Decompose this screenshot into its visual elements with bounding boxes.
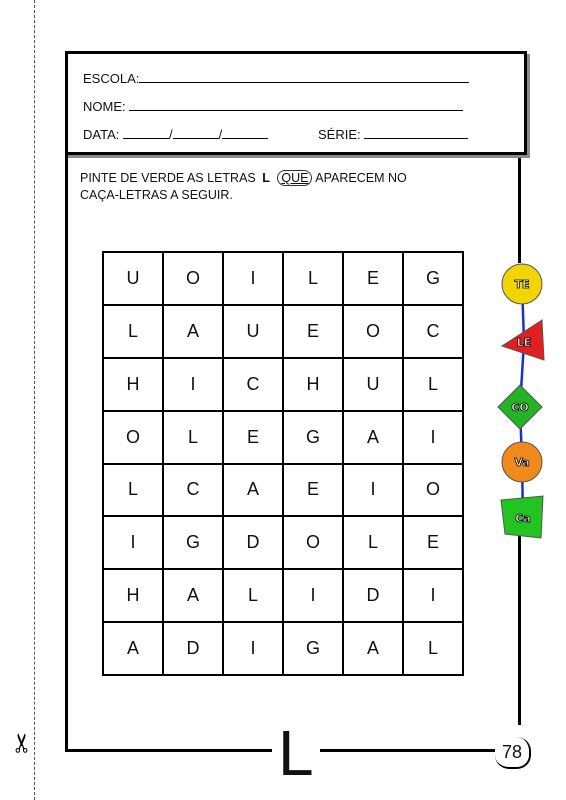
grid-cell[interactable]: H bbox=[103, 358, 163, 411]
big-letter: L bbox=[272, 725, 320, 781]
badge-text: CO bbox=[511, 401, 529, 414]
scissors-icon: ✂ bbox=[7, 732, 38, 754]
target-letter: L bbox=[262, 171, 270, 185]
grid-cell[interactable]: O bbox=[103, 411, 163, 464]
grid-cell[interactable]: A bbox=[163, 305, 223, 358]
escola-row bbox=[83, 69, 469, 87]
data-label: DATA: bbox=[83, 127, 120, 142]
grid-cell[interactable]: I bbox=[403, 569, 463, 622]
syllable-badge bbox=[498, 385, 542, 429]
grid-cell[interactable]: G bbox=[163, 516, 223, 569]
page-frame-right-lower bbox=[518, 525, 521, 725]
grid-cell[interactable]: O bbox=[163, 252, 223, 305]
grid-cell[interactable]: D bbox=[223, 516, 283, 569]
nome-row bbox=[83, 97, 463, 115]
grid-cell[interactable]: H bbox=[103, 569, 163, 622]
grid-cell[interactable]: O bbox=[343, 305, 403, 358]
grid-cell[interactable]: A bbox=[163, 569, 223, 622]
instruction-part1: PINTE DE VERDE AS LETRAS bbox=[80, 171, 256, 185]
badge-text: Va bbox=[514, 456, 530, 469]
que-cloud: QUE bbox=[277, 170, 312, 186]
grid-cell[interactable]: I bbox=[283, 569, 343, 622]
grid-cell[interactable]: E bbox=[403, 516, 463, 569]
syllable-badge-chain bbox=[490, 262, 552, 552]
grid-cell[interactable]: L bbox=[163, 411, 223, 464]
syllable-badge bbox=[501, 496, 543, 538]
grid-cell[interactable]: U bbox=[103, 252, 163, 305]
syllable-badge bbox=[502, 442, 542, 482]
grid-cell[interactable]: G bbox=[403, 252, 463, 305]
escola-label: ESCOLA: bbox=[83, 71, 140, 86]
page-number: 78 bbox=[495, 737, 531, 769]
grid-cell[interactable]: G bbox=[283, 411, 343, 464]
grid-cell[interactable]: A bbox=[103, 622, 163, 675]
grid-cell[interactable]: I bbox=[103, 516, 163, 569]
serie-field[interactable] bbox=[364, 125, 468, 139]
instruction-line2: CAÇA-LETRAS A SEGUIR. bbox=[80, 188, 233, 202]
nome-field[interactable] bbox=[129, 97, 463, 111]
letter-search-grid bbox=[102, 251, 464, 676]
grid-cell[interactable]: C bbox=[403, 305, 463, 358]
grid-cell[interactable]: O bbox=[283, 516, 343, 569]
grid-cell[interactable]: A bbox=[343, 411, 403, 464]
cut-line bbox=[34, 0, 35, 800]
grid-cell[interactable]: L bbox=[403, 358, 463, 411]
grid-cell[interactable]: L bbox=[403, 622, 463, 675]
escola-field[interactable] bbox=[139, 69, 469, 83]
badge-text: LE bbox=[516, 336, 532, 349]
grid-cell[interactable]: H bbox=[283, 358, 343, 411]
grid-cell[interactable]: O bbox=[403, 464, 463, 517]
badge-text: Ca bbox=[515, 512, 531, 525]
date-month-field[interactable] bbox=[173, 125, 219, 139]
date-year-field[interactable] bbox=[222, 125, 268, 139]
grid-cell[interactable]: U bbox=[223, 305, 283, 358]
grid-cell[interactable]: E bbox=[283, 305, 343, 358]
date-separator: / bbox=[168, 127, 173, 142]
date-day-field[interactable] bbox=[123, 125, 169, 139]
grid-cell[interactable]: E bbox=[343, 252, 403, 305]
grid-cell[interactable]: A bbox=[223, 464, 283, 517]
serie-label: SÉRIE: bbox=[318, 127, 361, 142]
badge-text: TE bbox=[514, 278, 530, 291]
syllable-badge bbox=[502, 264, 542, 304]
grid-cell[interactable]: L bbox=[343, 516, 403, 569]
grid-cell[interactable]: G bbox=[283, 622, 343, 675]
grid-cell[interactable]: C bbox=[163, 464, 223, 517]
grid-cell[interactable]: D bbox=[163, 622, 223, 675]
instruction-part2: APARECEM NO bbox=[315, 171, 407, 185]
grid-cell[interactable]: A bbox=[343, 622, 403, 675]
grid-cell[interactable]: I bbox=[343, 464, 403, 517]
grid-cell[interactable]: L bbox=[283, 252, 343, 305]
grid-cell[interactable]: L bbox=[103, 464, 163, 517]
grid-cell[interactable]: I bbox=[223, 622, 283, 675]
grid-cell[interactable]: I bbox=[223, 252, 283, 305]
nome-label: NOME: bbox=[83, 99, 126, 114]
grid-cell[interactable]: U bbox=[343, 358, 403, 411]
date-separator: / bbox=[218, 127, 223, 142]
grid-cell[interactable]: D bbox=[343, 569, 403, 622]
grid-cell[interactable]: I bbox=[163, 358, 223, 411]
grid-cell[interactable]: E bbox=[283, 464, 343, 517]
data-row bbox=[83, 125, 268, 143]
grid-cell[interactable]: E bbox=[223, 411, 283, 464]
grid-cell[interactable]: I bbox=[403, 411, 463, 464]
grid-cell[interactable]: L bbox=[223, 569, 283, 622]
grid-cell[interactable]: C bbox=[223, 358, 283, 411]
grid-cell[interactable]: L bbox=[103, 305, 163, 358]
student-info-box bbox=[65, 51, 527, 155]
instruction-text bbox=[80, 170, 460, 204]
serie-row bbox=[318, 125, 468, 143]
